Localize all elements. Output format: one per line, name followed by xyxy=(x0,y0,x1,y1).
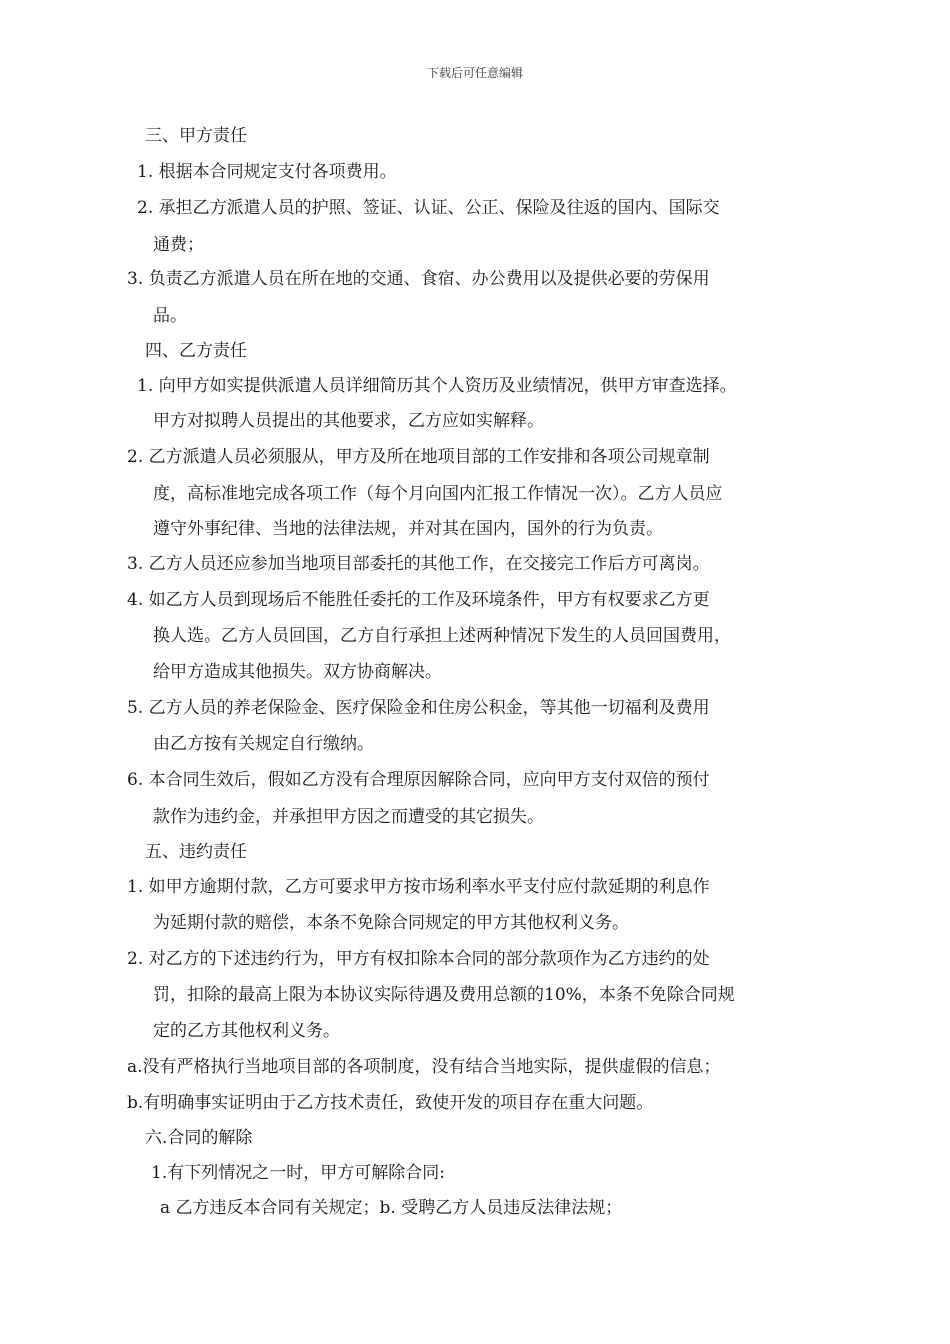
sub-item: a 乙方违反本合同有关规定；b. 受聘乙方人员违反法律法规； xyxy=(160,1198,623,1218)
sub-item: b.有明确事实证明由于乙方技术责任，致使开发的项目存在重大问题。 xyxy=(127,1093,654,1113)
section-3-title: 三、甲方责任 xyxy=(145,126,247,146)
list-item-continuation: 给甲方造成其他损失。双方协商解决。 xyxy=(153,662,442,682)
list-item: 4. 如乙方人员到现场后不能胜任委托的工作及环境条件，甲方有权要求乙方更 xyxy=(127,590,710,610)
section-6-title: 六.合同的解除 xyxy=(145,1128,253,1148)
list-item: 2. 承担乙方派遣人员的护照、签证、认证、公正、保险及往返的国内、国际交 xyxy=(137,198,720,218)
list-item: 1. 如甲方逾期付款，乙方可要求甲方按市场利率水平支付应付款延期的利息作 xyxy=(127,877,710,897)
list-item-continuation: 为延期付款的赔偿，本条不免除合同规定的甲方其他权利义务。 xyxy=(153,913,629,933)
list-item: 2. 对乙方的下述违约行为，甲方有权扣除本合同的部分款项作为乙方违约的处 xyxy=(127,949,710,969)
list-item-continuation: 罚，扣除的最高上限为本协议实际待遇及费用总额的10%，本条不免除合同规 xyxy=(153,985,735,1005)
list-item-continuation: 换人选。乙方人员回国，乙方自行承担上述两种情况下发生的人员回国费用， xyxy=(153,626,731,646)
section-5-title: 五、违约责任 xyxy=(145,842,247,862)
list-item: 1. 根据本合同规定支付各项费用。 xyxy=(137,162,397,182)
list-item-continuation: 定的乙方其他权利义务。 xyxy=(153,1021,340,1041)
list-item: 1. 向甲方如实提供派遣人员详细简历其个人资历及业绩情况，供甲方审查选择。 xyxy=(137,376,737,396)
list-item-continuation: 甲方对拟聘人员提出的其他要求，乙方应如实解释。 xyxy=(153,411,544,431)
list-item: 1.有下列情况之一时，甲方可解除合同: xyxy=(151,1163,445,1183)
list-item-continuation: 通费； xyxy=(153,235,204,255)
list-item-continuation: 度，高标准地完成各项工作（每个月向国内汇报工作情况一次）。乙方人员应 xyxy=(153,484,723,504)
list-item-continuation: 遵守外事纪律、当地的法律法规，并对其在国内，国外的行为负责。 xyxy=(153,519,663,539)
list-item: 6. 本合同生效后，假如乙方没有合理原因解除合同，应向甲方支付双倍的预付 xyxy=(127,770,710,790)
sub-item: a.没有严格执行当地项目部的各项制度，没有结合当地实际，提供虚假的信息； xyxy=(127,1057,721,1077)
list-item-continuation: 由乙方按有关规定自行缴纳。 xyxy=(153,734,374,754)
section-4-title: 四、乙方责任 xyxy=(145,341,247,361)
list-item: 3. 乙方人员还应参加当地项目部委托的其他工作，在交接完工作后方可离岗。 xyxy=(127,554,710,574)
list-item: 2. 乙方派遣人员必须服从，甲方及所在地项目部的工作安排和各项公司规章制 xyxy=(127,447,710,467)
list-item: 3. 负责乙方派遣人员在所在地的交通、食宿、办公费用以及提供必要的劳保用 xyxy=(127,269,710,289)
list-item: 5. 乙方人员的养老保险金、医疗保险金和住房公积金，等其他一切福利及费用 xyxy=(127,698,710,718)
list-item-continuation: 款作为违约金，并承担甲方因之而遭受的其它损失。 xyxy=(153,807,544,827)
page-header: 下载后可任意编辑 xyxy=(426,66,523,80)
list-item-continuation: 品。 xyxy=(153,306,187,326)
